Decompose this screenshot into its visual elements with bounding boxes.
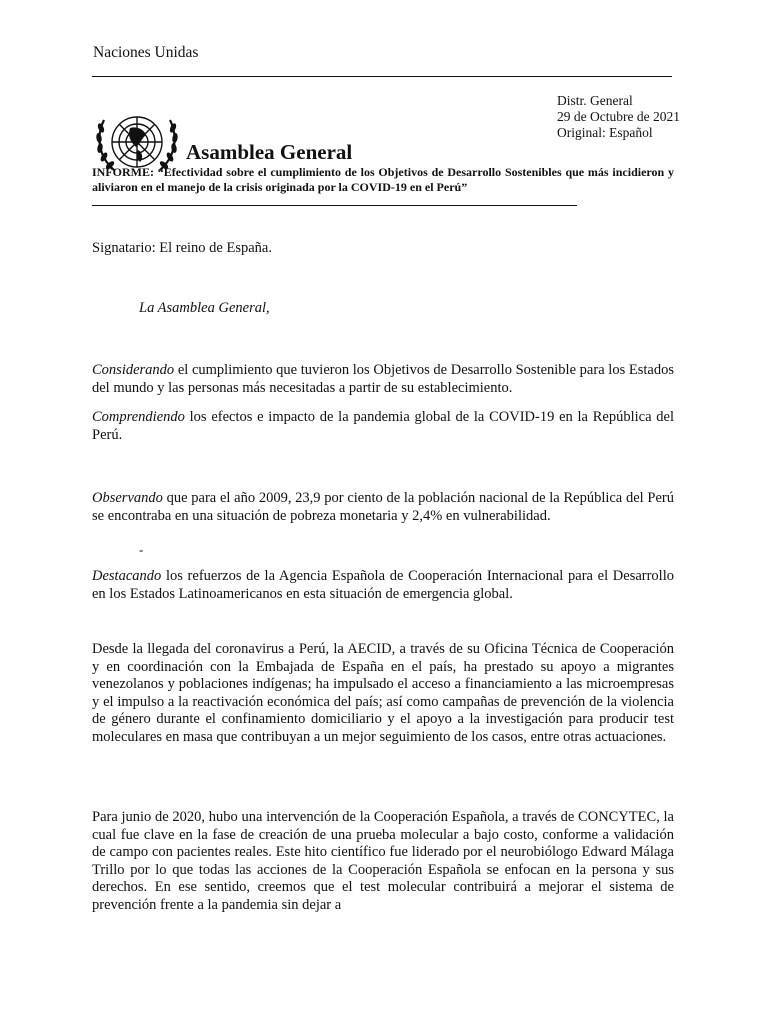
- distribution-label: Distr. General: [557, 93, 633, 108]
- preamble-paragraph: [92, 362, 674, 397]
- preamble-paragraph: [92, 490, 674, 525]
- preamble-paragraph: [92, 568, 674, 603]
- body-paragraph: Para junio de 2020, hubo una intervención de la Cooperación Española, a través de CONCYTEC, la cual fue clave en la fase de creación de una prueba molecular a bajo costo, conforme a validación de campo con pacientes reales. Este hito científico fue liderado por el neurobiólogo Edward Málaga Trillo por lo que todas las acciones de la Cooperación Española se enfocan en la persona y sus derechos. En ese sentido, creemos que el test molecular contribuirá a mejorar el sistema de prevención frente a la pandemia sin dejar a: [92, 809, 674, 913]
- title-divider: [92, 205, 577, 206]
- body-paragraph: Desde la llegada del coronavirus a Perú, la AECID, a través de su Oficina Técnica de Cooperación y en coordinación con la Embajada de España en el país, ha prestado su apoyo a migrantes venezolanos y poblaciones indígenas; ha impulsado el acceso a financiamiento a las microempresas y el impulso a la reactivación económica del país; así como campañas de prevención de la violencia de género durante el confinamiento domiciliario y el apoyo a la investigación para producir test moleculares en masa que contribuyan a un mejor seguimiento de los casos, entre otras actuaciones.: [92, 641, 674, 745]
- document-meta: [557, 93, 680, 141]
- signatory: Signatario: El reino de España.: [92, 240, 272, 256]
- preamble-text: que para el año 2009, 23,9 por ciento de la población nacional de la República del Perú se encontraba en una situación de pobreza monetaria y 2,4% en vulnerabilidad.: [92, 490, 674, 524]
- preamble-text: el cumplimiento que tuvieron los Objetivos de Desarrollo Sostenible para los Estados del mundo y las personas más necesitadas a partir de su establecimiento.: [92, 362, 674, 396]
- preamble-lead: Comprendiendo: [92, 409, 185, 425]
- preamble-text: los efectos e impacto de la pandemia global de la COVID-19 en la República del Perú.: [92, 409, 674, 443]
- document-date: 29 de Octubre de 2021: [557, 109, 680, 124]
- organization-name: Naciones Unidas: [93, 44, 199, 61]
- preamble-text: los refuerzos de la Agencia Española de Cooperación Internacional para el Desarrollo en los Estados Latinoamericanos en esta situación de emergencia global.: [92, 568, 674, 602]
- dash-mark: -: [139, 542, 144, 557]
- preamble-lead: Considerando: [92, 362, 175, 378]
- report-title: INFORME: “Efectividad sobre el cumplimiento de los Objetivos de Desarrollo Sostenibles que más incidieron y aliviaron en el manejo de la crisis originada por la COVID-19 en el Perú”: [92, 165, 674, 194]
- original-language: Original: Español: [557, 125, 653, 140]
- assembly-title: Asamblea General: [186, 140, 353, 164]
- preamble-lead: Observando: [92, 490, 163, 506]
- assembly-opening: La Asamblea General,: [139, 300, 270, 316]
- header-divider: [92, 76, 672, 77]
- preamble-lead: Destacando: [92, 568, 162, 584]
- preamble-paragraph: [92, 409, 674, 444]
